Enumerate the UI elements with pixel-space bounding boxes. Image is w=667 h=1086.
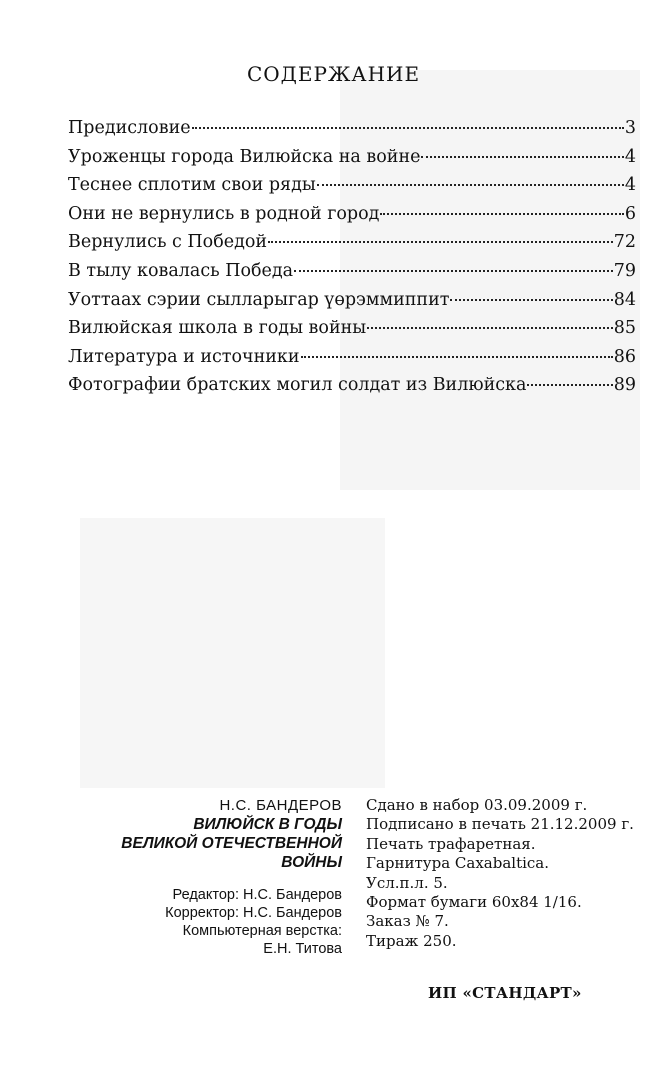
colophon-left — [42, 796, 342, 958]
toc-entry — [68, 228, 636, 257]
toc-entry-page: 79 — [613, 260, 636, 281]
toc-entry — [68, 257, 636, 286]
author-name: Н.С. БАНДЕРОВ — [219, 797, 342, 814]
credits — [42, 886, 342, 958]
print-detail-line: Подписано в печать 21.12.2009 г. — [366, 815, 634, 834]
print-detail-line: Печать трафаретная. — [366, 834, 536, 853]
toc-entry-page: 3 — [624, 118, 636, 138]
toc-entry-title: Они не вернулись в родной город — [68, 203, 380, 224]
dot-leader — [301, 356, 613, 358]
dot-leader — [527, 384, 612, 386]
toc-entry — [68, 343, 636, 372]
toc-entry — [68, 171, 636, 200]
toc-entry — [68, 143, 636, 172]
print-detail-line: Заказ № 7. — [366, 912, 449, 931]
dot-leader — [380, 213, 623, 215]
toc-entry — [68, 314, 636, 343]
toc-entry-page: 85 — [613, 318, 636, 339]
toc-entry-page: 86 — [613, 346, 636, 367]
toc-entry-title: Литература и источники — [68, 346, 300, 367]
toc-entry-page: 84 — [613, 289, 636, 310]
print-detail-line: Усл.п.л. 5. — [366, 873, 448, 892]
book-title-line: ВИЛЮЙСК В ГОДЫ — [193, 816, 342, 833]
toc-entry-title: Уоттаах сэрии сылларыгар үөрэммиппит — [68, 289, 450, 310]
credit-line: Редактор: Н.С. Бандеров — [172, 887, 342, 903]
toc-entry — [68, 114, 636, 143]
dot-leader — [367, 327, 613, 329]
credit-line: Компьютерная верстка: — [182, 923, 342, 939]
toc-entry-title: Вернулись с Победой — [68, 232, 268, 253]
credit-line: Корректор: Н.С. Бандеров — [165, 905, 342, 921]
toc-entry — [68, 286, 636, 315]
toc-entry-title: Теснее сплотим свои ряды — [68, 175, 316, 196]
book-title — [42, 815, 342, 872]
toc-entry-page: 4 — [624, 175, 636, 196]
toc-entry-title: Предисловие — [68, 118, 191, 138]
scan-bleed-through — [80, 518, 385, 788]
toc-entry-title: В тылу ковалась Победа — [68, 260, 294, 281]
dot-leader — [450, 299, 612, 301]
dot-leader — [317, 184, 624, 186]
dot-leader — [421, 156, 623, 158]
print-detail-line: Формат бумаги 60х84 1/16. — [366, 893, 582, 912]
toc-entry-title: Фотографии братских могил солдат из Вилюйска — [68, 375, 527, 396]
print-detail-line: Гарнитура Caxabaltica. — [366, 854, 550, 873]
print-details — [366, 796, 656, 951]
toc-entry-title: Уроженцы города Вилюйска на войне — [68, 146, 421, 167]
toc-entry-page: 72 — [613, 232, 636, 253]
book-title-line: ВЕЛИКОЙ ОТЕЧЕСТВЕННОЙ — [121, 835, 342, 852]
dot-leader — [268, 241, 613, 243]
credit-line: Е.Н. Титова — [263, 941, 342, 957]
dot-leader — [192, 127, 624, 129]
toc-entry — [68, 371, 636, 400]
book-title-line: ВОЙНЫ — [281, 854, 342, 871]
toc-entry-title: Вилюйская школа в годы войны — [68, 318, 367, 339]
toc-entry-page: 6 — [624, 203, 636, 224]
publisher-name: ИП «СТАНДАРТ» — [428, 984, 582, 1002]
toc-heading: СОДЕРЖАНИЕ — [246, 62, 421, 86]
table-of-contents — [68, 114, 636, 400]
print-detail-line: Сдано в набор 03.09.2009 г. — [366, 796, 588, 814]
toc-entry — [68, 200, 636, 229]
print-detail-line: Тираж 250. — [366, 931, 457, 950]
dot-leader — [294, 270, 613, 272]
toc-entry-page: 89 — [613, 375, 636, 396]
toc-entry-page: 4 — [624, 146, 636, 167]
